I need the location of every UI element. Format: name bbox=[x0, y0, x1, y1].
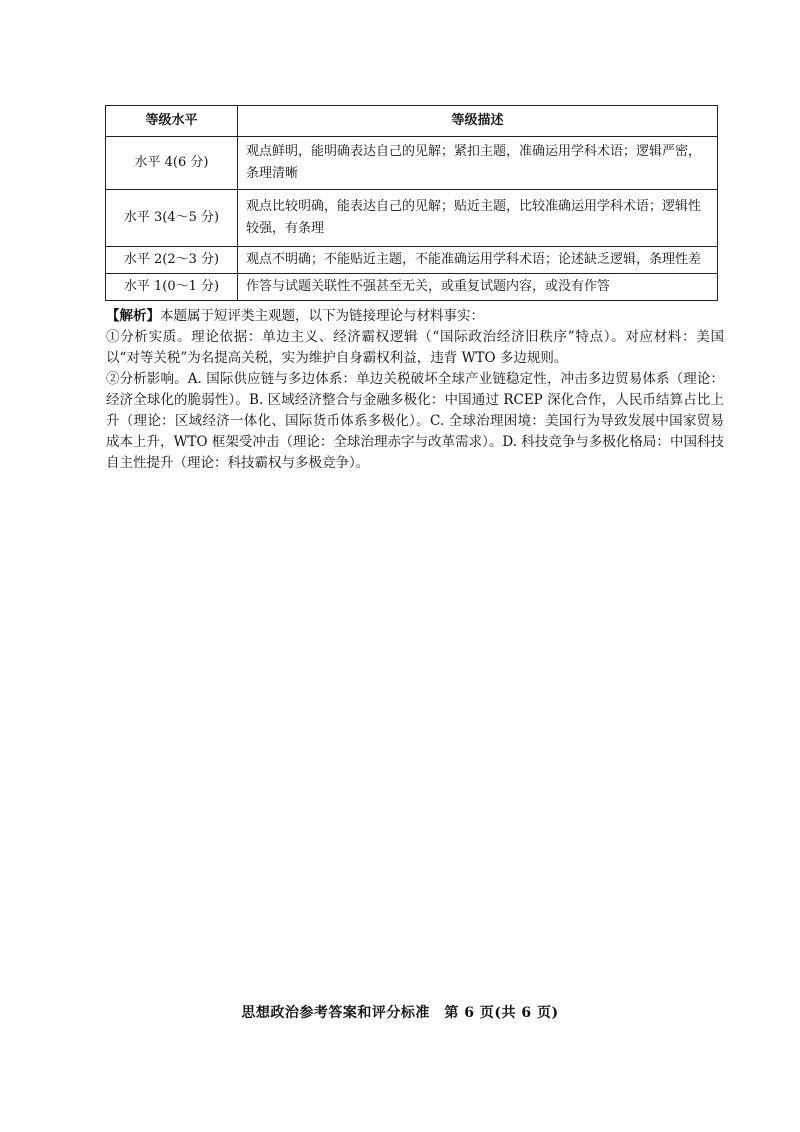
analysis-intro bbox=[106, 306, 724, 327]
header-level: 等级水平 bbox=[106, 106, 238, 137]
table-row bbox=[106, 190, 718, 247]
analysis-tag: 【解析】 bbox=[106, 308, 160, 324]
analysis-intro-text: 本题属于短评类主观题，以下为链接理论与材料事实： bbox=[160, 308, 484, 324]
table-row bbox=[106, 274, 718, 301]
page-footer: 思想政治参考答案和评分标准 第 6 页(共 6 页) bbox=[241, 1005, 559, 1021]
description-cell: 观点比较明确，能表达自己的见解；贴近主题，比较准确运用学科术语；逻辑性较强，有条理 bbox=[238, 190, 718, 247]
level-cell: 水平 3(4～5 分) bbox=[106, 190, 238, 247]
table-row bbox=[106, 137, 718, 190]
scoring-rubric-table bbox=[105, 105, 718, 301]
description-cell: 观点鲜明，能明确表达自己的见解；紧扣主题，准确运用学科术语；逻辑严密，条理清晰 bbox=[238, 137, 718, 190]
level-cell: 水平 4(6 分) bbox=[106, 137, 238, 190]
analysis-point-2: ②分析影响。A. 国际供应链与多边体系：单边关税破坏全球产业链稳定性，冲击多边贸易体系（理论：经济全球化的脆弱性）。B. 区域经济整合与金融多极化：中国通过 RCEP 深化合作，人民币结算占比上升（理论：区域经济一体化、国际货币体系多极化）。C. 全球治理困境：美国行为导致发展中国家贸易成本上升，WTO 框架受冲击（理论：全球治理赤字与改革需求）。D. 科技竞争与多极化格局：中国科技自主性提升（理论：科技霸权与多极竞争）。 bbox=[106, 371, 724, 471]
table-row bbox=[106, 247, 718, 274]
analysis-point-1: ①分析实质。理论依据：单边主义、经济霸权逻辑（“国际政治经济旧秩序”特点）。对应材料：美国以“对等关税”为名提高关税，实为维护自身霸权利益，违背 WTO 多边规则。 bbox=[106, 329, 724, 366]
header-description: 等级描述 bbox=[238, 106, 718, 137]
analysis-section bbox=[106, 306, 724, 474]
level-cell: 水平 2(2～3 分) bbox=[106, 247, 238, 274]
level-cell: 水平 1(0～1 分) bbox=[106, 274, 238, 301]
description-cell: 作答与试题关联性不强甚至无关，或重复试题内容，或没有作答 bbox=[238, 274, 718, 301]
description-cell: 观点不明确；不能贴近主题，不能准确运用学科术语；论述缺乏逻辑，条理性差 bbox=[238, 247, 718, 274]
table-header-row bbox=[106, 106, 718, 137]
